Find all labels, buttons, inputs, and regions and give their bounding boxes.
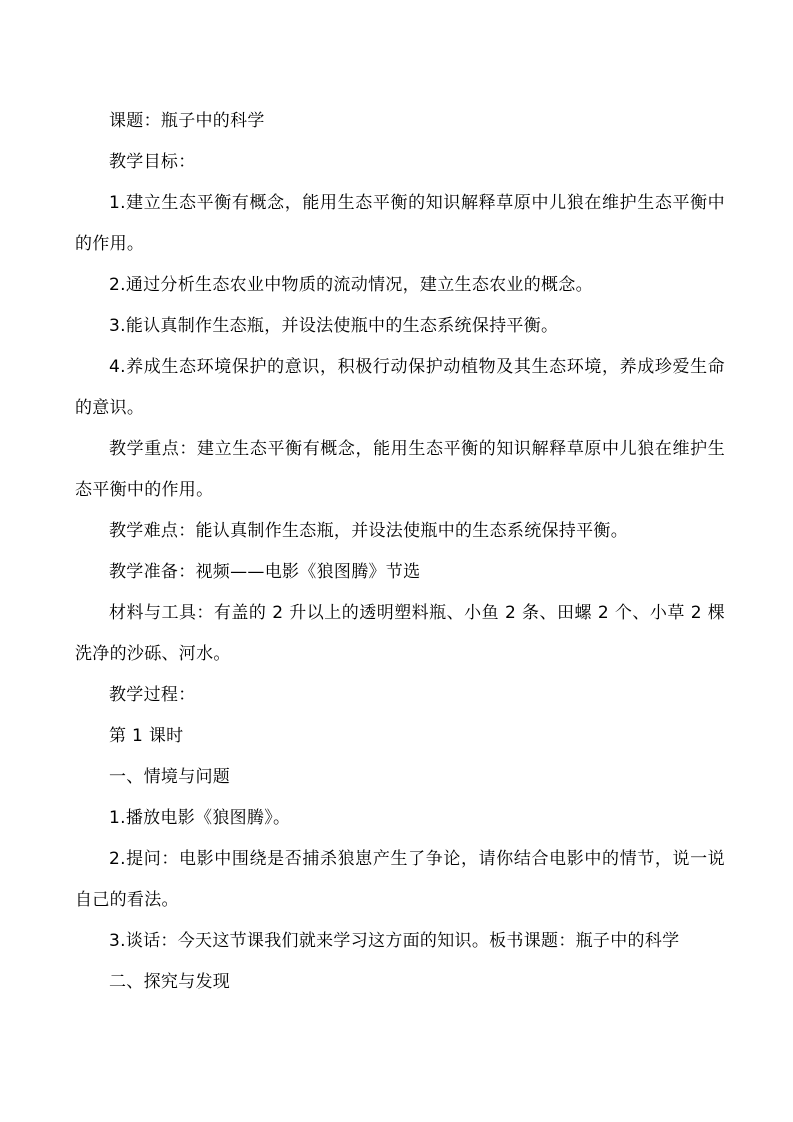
objectives-heading: 教学目标： <box>109 152 196 172</box>
materials-tools: 材料与工具：有盖的 2 升以上的透明塑料瓶、小鱼 2 条、田螺 2 个、小草 2 棵洗净的沙砾、河水。 <box>75 603 725 664</box>
step-1: 1.播放电影《狼图腾》。 <box>109 808 291 828</box>
section-1-heading: 一、情境与问题 <box>109 767 231 787</box>
objective-3: 3.能认真制作生态瓶，并设法使瓶中的生态系统保持平衡。 <box>109 316 559 336</box>
objective-4: 4.养成生态环境保护的意识，积极行动保护动植物及其生态环境，养成珍爱生命的意识。 <box>75 357 725 418</box>
key-points: 教学重点：建立生态平衡有概念，能用生态平衡的知识解释草原中儿狼在维护生态平衡中的作用。 <box>75 439 725 500</box>
step-3: 3.谈话：今天这节课我们就来学习这方面的知识。板书课题：瓶子中的科学 <box>109 931 680 951</box>
lesson-title: 课题：瓶子中的科学 <box>109 111 265 131</box>
section-2-heading: 二、探究与发现 <box>109 972 231 992</box>
step-2: 2.提问：电影中围绕是否捕杀狼崽产生了争论，请你结合电影中的情节，说一说自己的看法。 <box>75 849 725 910</box>
lesson-period: 第 1 课时 <box>109 726 184 746</box>
difficult-points: 教学难点：能认真制作生态瓶，并设法使瓶中的生态系统保持平衡。 <box>109 521 628 541</box>
preparation: 教学准备：视频——电影《狼图腾》节选 <box>109 562 421 582</box>
objective-2: 2.通过分析生态农业中物质的流动情况，建立生态农业的概念。 <box>109 275 593 295</box>
process-heading: 教学过程： <box>109 685 196 705</box>
objective-1: 1.建立生态平衡有概念，能用生态平衡的知识解释草原中儿狼在维护生态平衡中的作用。 <box>75 193 725 254</box>
document-body <box>75 101 725 1003</box>
